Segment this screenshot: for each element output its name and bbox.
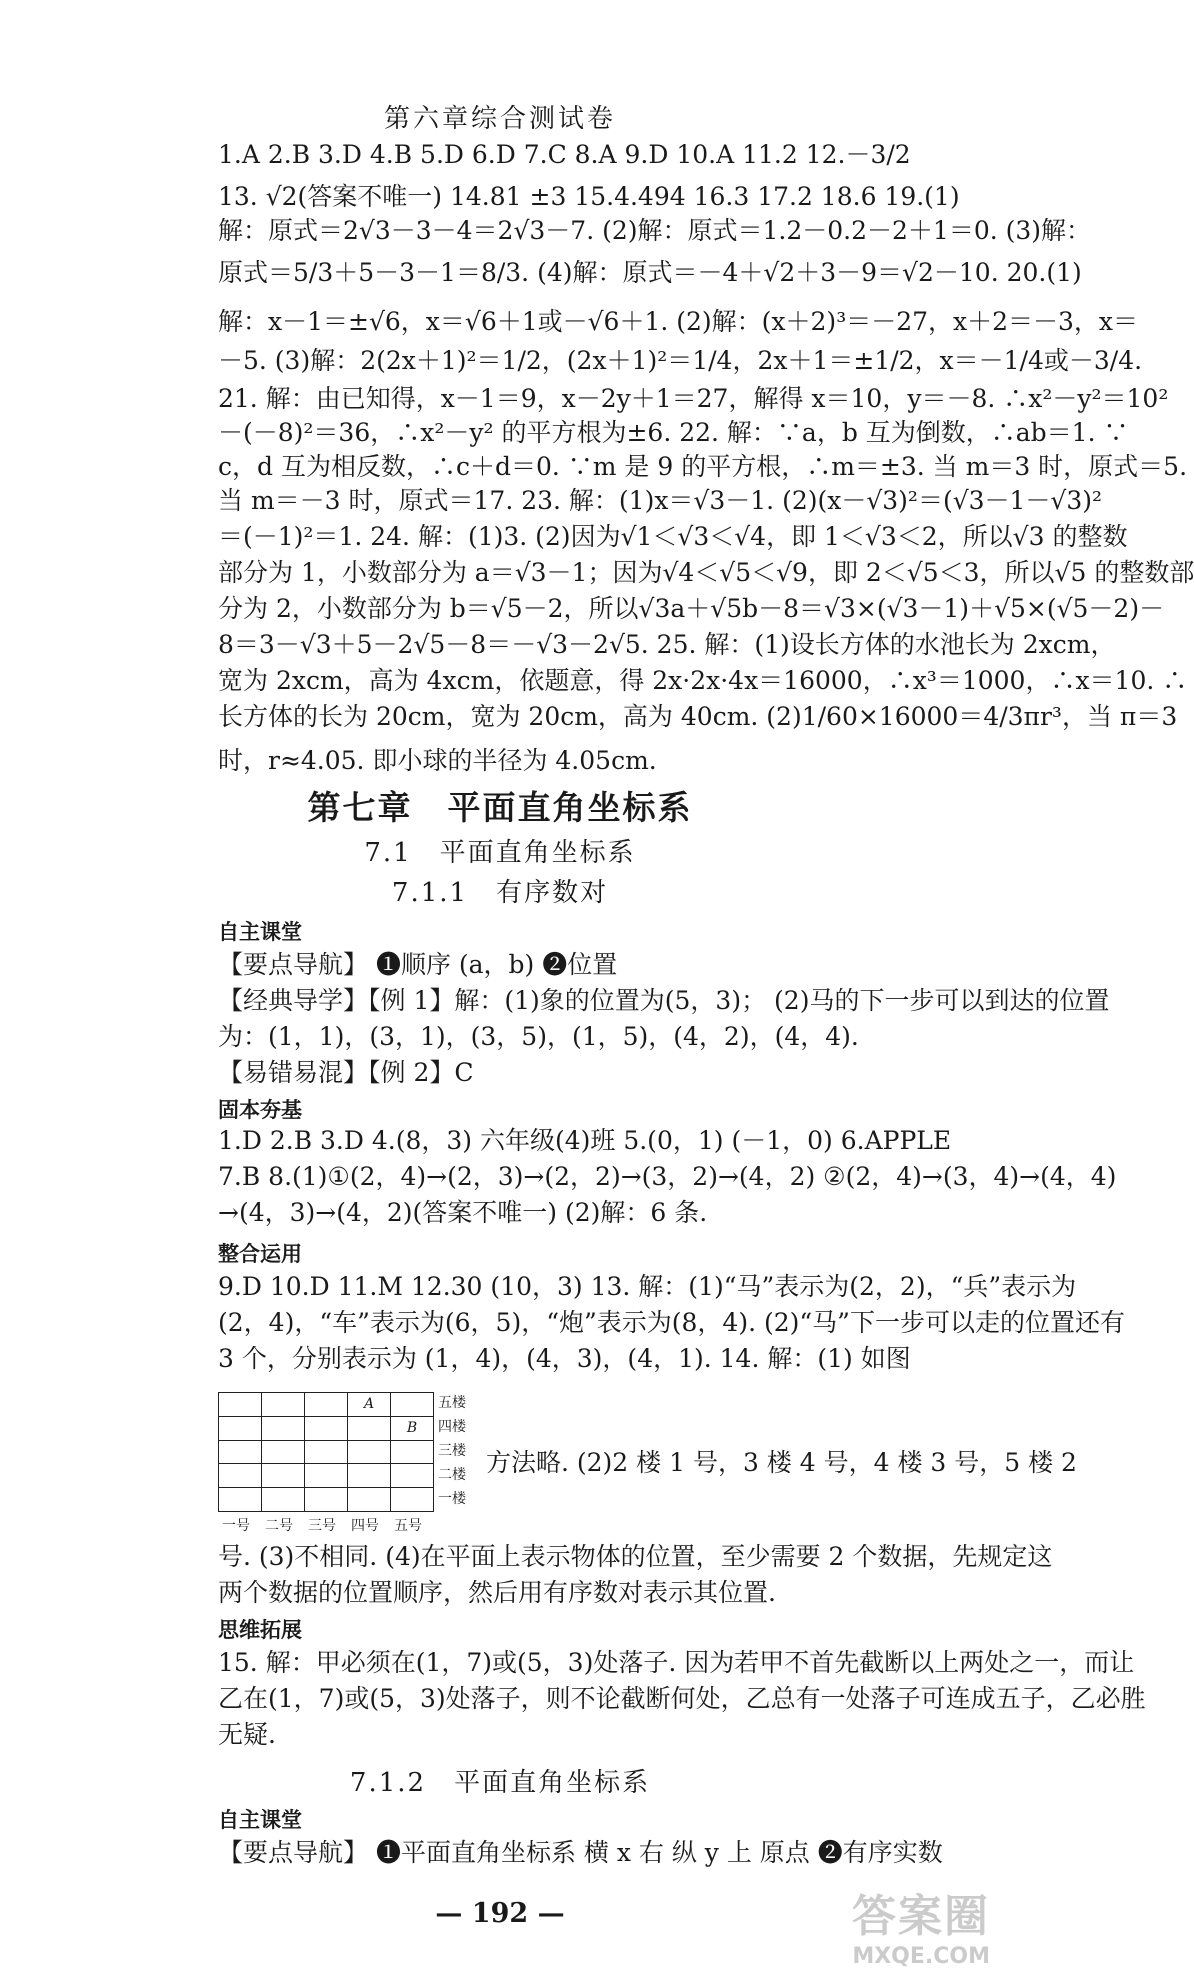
ex-line: 【要点导航】 ❶平面直角坐标系 横 x 右 纵 y 上 原点 ❷有序实数: [218, 1838, 943, 1867]
ch6-answer-line: 解：原式＝2√3－3－4＝2√3－7. (2)解：原式＝1.2－0.2－2＋1＝0. (3)解：: [218, 216, 1092, 245]
ex-line: 【易错易混】【例 2】C: [218, 1058, 474, 1087]
ch6-answer-line: 当 m＝－3 时，原式＝17. 23. 解：(1)x＝√3－1. (2)(x－√3)²＝(√3－1－√3)²: [218, 486, 1103, 515]
ex-line: 方法略. (2)2 楼 1 号，3 楼 4 号，4 楼 3 号，5 楼 2: [486, 1448, 1077, 1477]
floor-label: 一楼: [438, 1491, 466, 1507]
page-number: — 192 —: [435, 1898, 565, 1929]
ex-line: (2，4)，“车”表示为(6，5)，“炮”表示为(8，4). (2)“马”下一步可以走的位置还有: [218, 1308, 1125, 1337]
section-7-1-title: 7.1 平面直角坐标系: [364, 838, 636, 868]
section-label-zhenghe: 整合运用: [218, 1242, 302, 1266]
grid-mark-b: B: [391, 1416, 434, 1440]
ch6-answer-line: 1.A 2.B 3.D 4.B 5.D 6.D 7.C 8.A 9.D 10.A 11.2 12.－3/2: [218, 140, 911, 169]
ex-line: 9.D 10.D 11.M 12.30 (10，3) 13. 解：(1)“马”表示为(2，2)，“兵”表示为: [218, 1272, 1077, 1301]
watermark-text: 答案圈: [852, 1891, 990, 1942]
section-label-guben: 固本夯基: [218, 1098, 302, 1122]
section-label-siwei: 思维拓展: [218, 1618, 302, 1642]
ex-line: 为：(1，1)，(3，1)，(3，5)，(1，5)，(4，2)，(4，4).: [218, 1022, 859, 1051]
floor-label: 三楼: [438, 1443, 466, 1459]
ex-line: 3 个，分别表示为 (1，4)，(4，3)，(4，1). 14. 解：(1) 如图: [218, 1344, 911, 1373]
section-label-zizhu-2: 自主课堂: [218, 1808, 302, 1832]
ex-line: 乙在(1，7)或(5，3)处落子，则不论截断何处，乙总有一处落子可连成五子，乙必胜: [218, 1684, 1146, 1713]
ex-line: →(4，3)→(4，2)(答案不唯一) (2)解：6 条.: [218, 1198, 708, 1227]
building-grid-figure: [218, 1392, 434, 1512]
ch6-answer-line: c，d 互为相反数，∴c＋d＝0. ∵m 是 9 的平方根，∴m＝±3. 当 m＝3 时，原式＝5.: [218, 452, 1188, 481]
ch6-answer-line: 分为 2，小数部分为 b＝√5－2，所以√3a＋√5b－8＝√3×(√3－1)＋√5×(√5－2)－: [218, 594, 1165, 623]
ch6-answer-line: 21. 解：由已知得，x－1＝9，x－2y＋1＝27，解得 x＝10，y＝－8. ∴x²－y²＝10²: [218, 384, 1169, 413]
room-label: 四号: [351, 1518, 379, 1534]
floor-label: 四楼: [438, 1419, 466, 1435]
ex-line: 7.B 8.(1)①(2，4)→(2，3)→(2，2)→(3，2)→(4，2) ②(2，4)→(3，4)→(4，4): [218, 1162, 1117, 1191]
section-7-1-1-title: 7.1.1 有序数对: [391, 878, 609, 908]
ch6-answer-line: 宽为 2xcm，高为 4xcm，依题意，得 2x·2x·4x＝16000，∴x³＝1000，∴x＝10. ∴: [218, 666, 1188, 695]
floor-label: 五楼: [438, 1395, 466, 1411]
floor-label: 二楼: [438, 1467, 466, 1483]
ch6-answer-line: 13. √2(答案不唯一) 14.81 ±3 15.4.494 16.3 17.2 18.6 19.(1): [218, 182, 960, 211]
watermark: [852, 1880, 990, 1969]
watermark-url: MXQE.COM: [852, 1944, 990, 1969]
ch6-answer-line: ＝(－1)²＝1. 24. 解：(1)3. (2)因为√1＜√3＜√4，即 1＜√3＜2，所以√3 的整数: [218, 522, 1128, 551]
ex-line: 无疑.: [218, 1720, 276, 1749]
room-label: 一号: [222, 1518, 250, 1534]
grid-mark-a: A: [348, 1393, 391, 1417]
ch6-answer-line: 部分为 1，小数部分为 a＝√3－1；因为√4＜√5＜√9，即 2＜√5＜3，所以√5 的整数部: [218, 558, 1194, 587]
ch6-answer-line: 长方体的长为 20cm，宽为 20cm，高为 40cm. (2)1/60×16000＝4/3πr³，当 π＝3: [218, 702, 1178, 731]
ch6-answer-line: 时，r≈4.05. 即小球的半径为 4.05cm.: [218, 746, 657, 775]
ch6-answer-line: 解：x－1＝±√6，x＝√6＋1或－√6＋1. (2)解：(x＋2)³＝－27，x＋2＝－3，x＝: [218, 307, 1139, 336]
ch6-answer-line: －5. (3)解：2(2x＋1)²＝1/2，(2x＋1)²＝1/4，2x＋1＝±1/2，x＝－1/4或－3/4.: [218, 346, 1143, 375]
ch6-answer-line: －(－8)²＝36，∴x²－y² 的平方根为±6. 22. 解：∵a，b 互为倒数，∴ab＝1. ∵: [218, 418, 1129, 447]
room-label: 五号: [394, 1518, 422, 1534]
ex-line: 两个数据的位置顺序，然后用有序数对表示其位置.: [218, 1578, 776, 1607]
ex-line: 15. 解：甲必须在(1，7)或(5，3)处落子. 因为若甲不首先截断以上两处之一，而让: [218, 1648, 1135, 1677]
room-label: 二号: [265, 1518, 293, 1534]
ex-line: 1.D 2.B 3.D 4.(8，3) 六年级(4)班 5.(0，1) (－1，0) 6.APPLE: [218, 1126, 952, 1155]
ch6-answer-line: 8＝3－√3＋5－2√5－8＝－√3－2√5. 25. 解：(1)设长方体的水池长为 2xcm，: [218, 630, 1116, 659]
ex-line: 号. (3)不相同. (4)在平面上表示物体的位置，至少需要 2 个数据，先规定这: [218, 1542, 1053, 1571]
ex-line: 【经典导学】【例 1】解：(1)象的位置为(5，3)； (2)马的下一步可以到达的位置: [218, 986, 1110, 1015]
room-label: 三号: [308, 1518, 336, 1534]
section-7-1-2-title: 7.1.2 平面直角坐标系: [349, 1768, 651, 1798]
chapter7-title: 第七章 平面直角坐标系: [307, 788, 693, 827]
ex-line: 【要点导航】 ❶顺序 (a，b) ❷位置: [218, 950, 618, 979]
ch6-answer-line: 原式＝5/3＋5－3－1＝8/3. (4)解：原式＝－4＋√2＋3－9＝√2－10. 20.(1): [218, 258, 1082, 287]
chapter6-test-title: 第六章综合测试卷: [383, 104, 616, 134]
section-label-zizhu: 自主课堂: [218, 920, 302, 944]
